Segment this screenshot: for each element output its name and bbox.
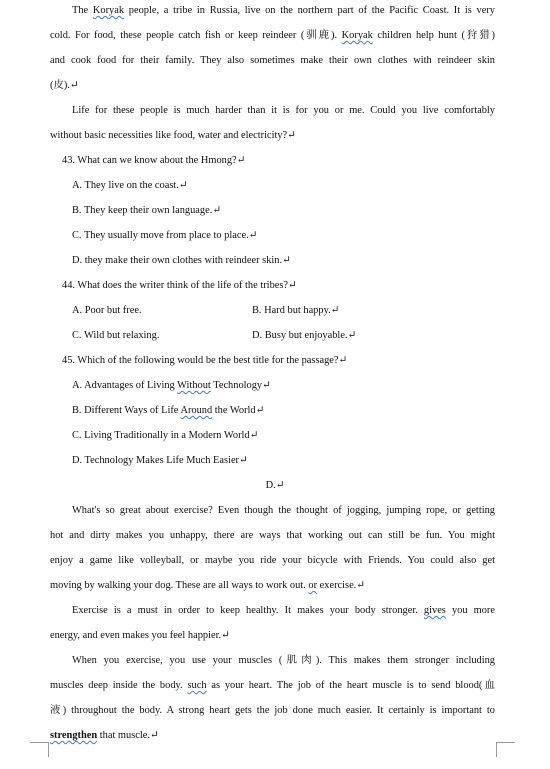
para-exercise-3-line-4: strengthen that muscle.↵ (50, 730, 159, 741)
question-45: 45. Which of the following would be the best title for the passage?↵ (62, 355, 348, 366)
q45-option-d: D. Technology Makes Life Much Easier↵ (72, 455, 248, 466)
para-life-line-2: without basic necessities like food, water and electricity?↵ (50, 130, 296, 141)
q43-option-b: B. They keep their own language.↵ (72, 205, 222, 216)
q44-option-b: B. Hard but happy.↵ (252, 305, 340, 316)
q45-option-b: B. Different Ways of Life Around the World↵ (72, 405, 265, 416)
question-43: 43. What can we know about the Hmong?↵ (62, 155, 246, 166)
para-exercise-3-line-2: muscles deep inside the body. such as your heart. The job of the heart muscle is to send blood(血 (50, 680, 495, 691)
para-exercise-3-line-1: When you exercise, you use your muscles (肌肉). This makes them stronger including (72, 655, 495, 666)
para-koryak-line-4: (皮).↵ (50, 80, 79, 91)
q44-option-d: D. Busy but enjoyable.↵ (252, 330, 357, 341)
para-life-line-1: Life for these people is much harder than it is for you or me. Could you live comfortably (72, 105, 495, 116)
para-exercise-2-line-2: energy, and even makes you feel happier.↵ (50, 630, 230, 641)
q43-option-d: D. they make their own clothes with reindeer skin.↵ (72, 255, 291, 266)
q43-option-c: C. They usually move from place to place.↵ (72, 230, 258, 241)
margin-corner-mark-left (30, 742, 49, 757)
para-koryak-line-2: cold. For food, these people catch fish or keep reindeer (驯鹿). Koryak children help hunt (狩猎) (50, 30, 496, 41)
q44-option-c: C. Wild but relaxing. (72, 330, 160, 341)
q45-option-a: A. Advantages of Living Without Technology↵ (72, 380, 271, 391)
para-exercise-3-line-3: 液) throughout the body. A strong heart gets the job done much easier. It certainly is important to (50, 705, 495, 716)
para-exercise-1-line-2: hot and dirty makes you unhappy, there are ways that working out can still be fun. You might (50, 530, 495, 541)
margin-corner-mark-right (496, 742, 515, 757)
para-exercise-1-line-4: moving by walking your dog. These are all ways to work out. or exercise.↵ (50, 580, 365, 591)
q45-option-c: C. Living Traditionally in a Modern World↵ (72, 430, 259, 441)
q43-option-a: A. They live on the coast.↵ (72, 180, 188, 191)
para-koryak-line-3: and cook food for their family. They also sometimes make their own clothes with reindeer skin (50, 55, 495, 66)
para-exercise-1-line-3: enjoy a game like volleyball, or maybe you ride your bicycle with Friends. You could also get (50, 555, 495, 566)
section-heading-d: D.↵ (265, 480, 285, 491)
question-44: 44. What does the writer think of the life of the tribes?↵ (62, 280, 297, 291)
para-exercise-1-line-1: What's so great about exercise? Even though the thought of jogging, jumping rope, or getting (72, 505, 495, 516)
q44-option-a: A. Poor but free. (72, 305, 142, 316)
para-koryak-line-1: The Koryak people, a tribe in Russia, live on the northern part of the Pacific Coast. It is very (72, 5, 495, 16)
para-exercise-2-line-1: Exercise is a must in order to keep healthy. It makes your body stronger. gives you more (72, 605, 495, 616)
